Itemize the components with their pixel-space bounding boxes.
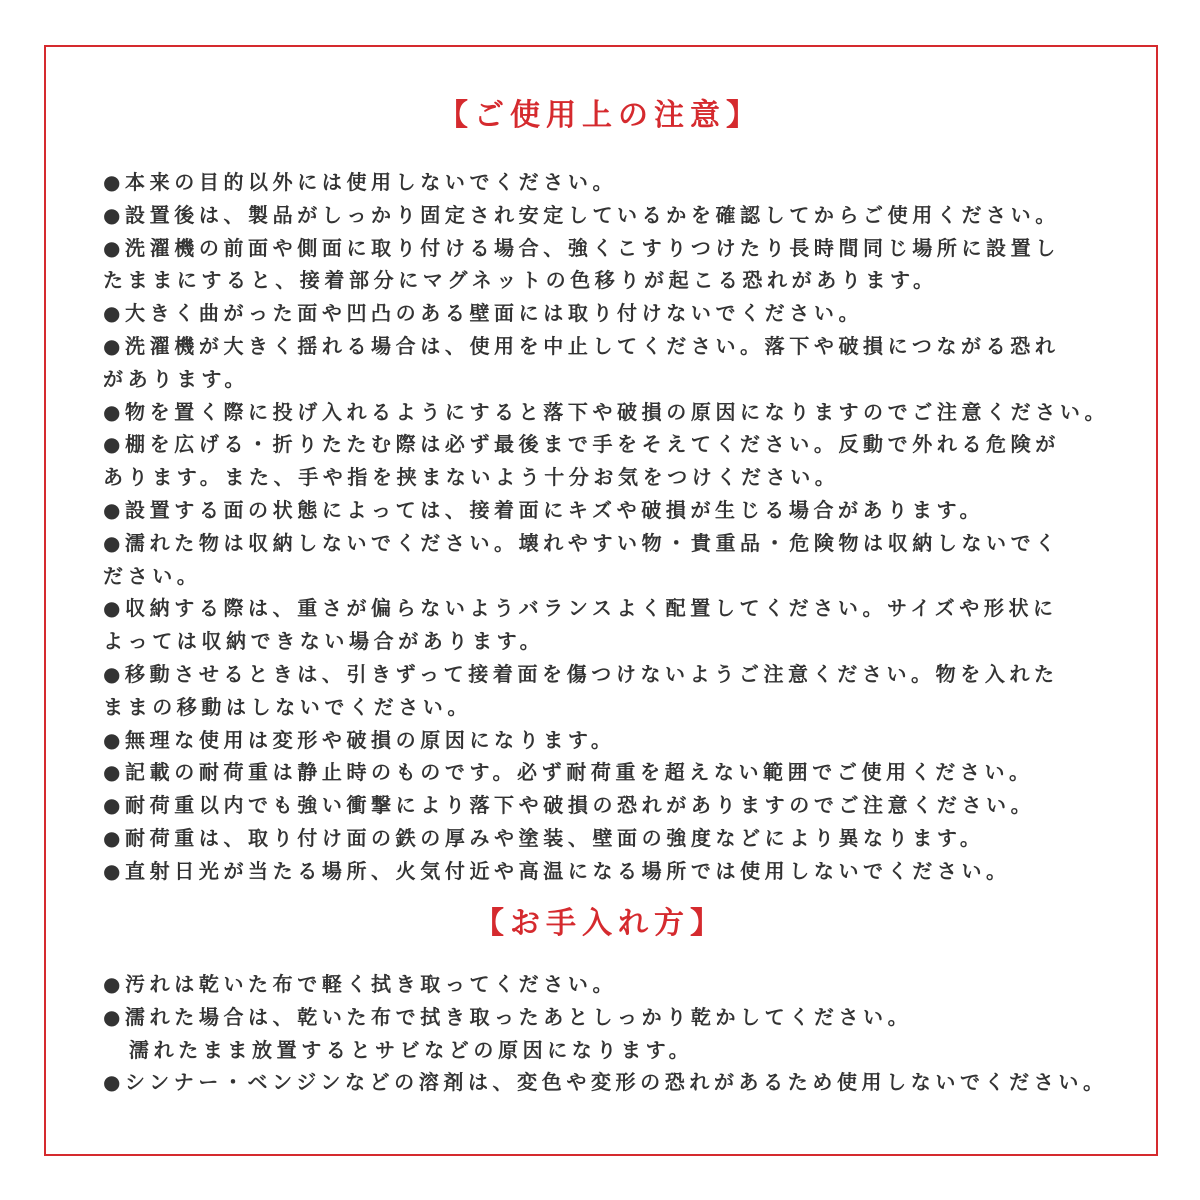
list-item-line: ●無理な使用は変形や破損の原因になります。	[103, 727, 616, 752]
list-item-line: ●耐荷重は、取り付け面の鉄の厚みや塗装、壁面の強度などにより異なります。	[103, 825, 985, 850]
list-item	[103, 724, 1113, 757]
list-item-line: ●耐荷重以内でも強い衝撃により落下や破損の恐れがありますのでご注意ください。	[103, 793, 1036, 818]
list-item-line: ●洗濯機が大きく揺れる場合は、使用を中止してください。落下や破損につながる恐れ	[103, 333, 1060, 358]
list-item-line: ●大きく曲がった面や凹凸のある壁面には取り付けないでください。	[103, 301, 864, 326]
list-item-line: ●設置後は、製品がしっかり固定され安定しているかを確認してからご使用ください。	[103, 202, 1060, 227]
list-item-line: があります。	[103, 366, 249, 391]
caution-list	[103, 166, 1113, 888]
list-item	[103, 1001, 1113, 1067]
list-item	[103, 1066, 1113, 1099]
list-item-line: ●移動させるときは、引きずって接着面を傷つけないようご注意ください。物を入れた	[103, 661, 1059, 686]
list-item	[103, 789, 1113, 822]
list-item-line: ●洗濯機の前面や側面に取り付ける場合、強くこすりつけたり長時間同じ場所に設置し	[103, 235, 1060, 260]
list-item	[103, 428, 1113, 494]
list-item-line: ●収納する際は、重さが偏らないようバランスよく配置してください。サイズや形状に	[103, 596, 1058, 621]
care-list	[103, 968, 1113, 1099]
list-item	[103, 232, 1113, 298]
care-heading: 【お手入れ方】	[474, 906, 726, 941]
caution-heading: 【ご使用上の注意】	[438, 98, 762, 133]
list-item-line: ままの移動はしないでください。	[103, 694, 472, 719]
list-item-line: ●物を置く際に投げ入れるようにすると落下や破損の原因になりますのでご注意ください。	[103, 399, 1110, 424]
list-item-line: ●濡れた物は収納しないでください。壊れやすい物・貴重品・危険物は収納しないでく	[103, 530, 1060, 555]
list-item-line: ●記載の耐荷重は静止時のものです。必ず耐荷重を超えない範囲でご使用ください。	[103, 760, 1034, 785]
list-item	[103, 330, 1113, 396]
list-item-line: ださい。	[103, 563, 202, 588]
list-item	[103, 968, 1113, 1001]
list-item	[103, 166, 1113, 199]
list-item	[103, 199, 1113, 232]
list-item	[103, 822, 1113, 855]
list-item	[103, 855, 1113, 888]
list-item	[103, 658, 1113, 724]
list-item	[103, 756, 1113, 789]
list-item-line: ●棚を広げる・折りたたむ際は必ず最後まで手をそえてください。反動で外れる危険が	[103, 432, 1060, 457]
list-item-line: ●汚れは乾いた布で軽く拭き取ってください。	[103, 972, 618, 996]
list-item-line: たままにすると、接着部分にマグネットの色移りが起こる恐れがあります。	[103, 268, 938, 293]
list-item-line: ●本来の目的以外には使用しないでください。	[103, 170, 618, 194]
list-item-line: ●直射日光が当たる場所、火気付近や高温になる場所では使用しないでください。	[103, 858, 1011, 883]
list-item-line: 濡れたまま放置するとサビなどの原因になります。	[129, 1037, 694, 1062]
list-item-line: あります。また、手や指を挟まないよう十分お気をつけください。	[103, 465, 840, 490]
list-item-line: ●設置する面の状態によっては、接着面にキズや破損が生じる場合があります。	[103, 497, 985, 522]
list-item	[103, 297, 1113, 330]
list-item	[103, 592, 1113, 658]
list-item-line: ●濡れた場合は、乾いた布で拭き取ったあとしっかり乾かしてください。	[103, 1004, 913, 1029]
list-item-line: ●シンナー・ベンジンなどの溶剤は、変色や変形の恐れがあるため使用しないでください。	[103, 1070, 1108, 1095]
list-item	[103, 494, 1113, 527]
list-item	[103, 396, 1113, 429]
list-item-line: よっては収納できない場合があります。	[103, 629, 545, 654]
list-item	[103, 527, 1113, 593]
